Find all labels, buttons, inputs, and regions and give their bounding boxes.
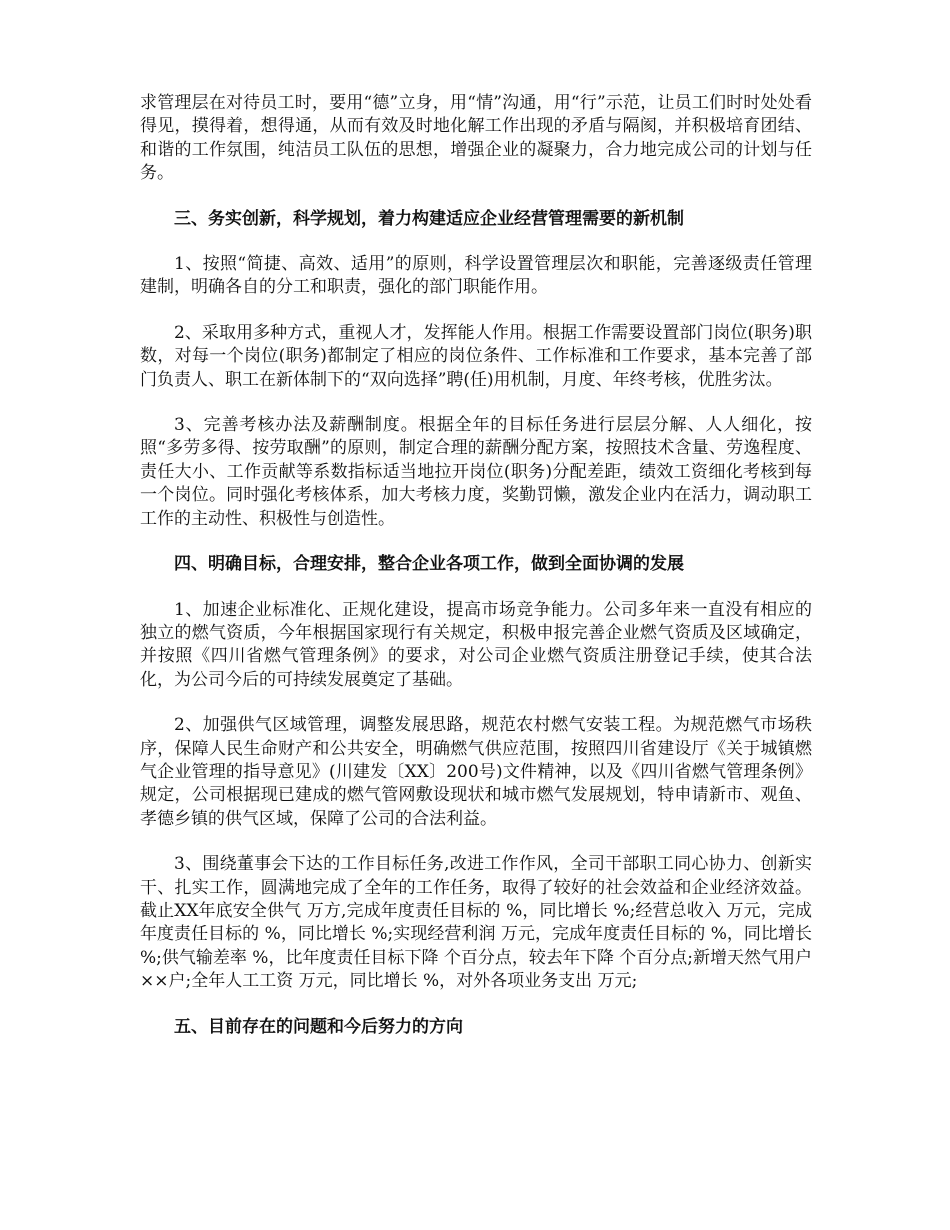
paragraph-3-2: 2、采取用多种方式，重视人才，发挥能人作用。根据工作需要设置部门岗位(职务)职数，对每一个岗位(职务)都制定了相应的岗位条件、工作标准和工作要求，基本完善了部门负责人、职工在新体制下的“双向选择”聘(任)用机制，月度、年终考核，优胜劣汰。 bbox=[140, 322, 812, 390]
section-heading-5: 五、目前存在的问题和今后努力的方向 bbox=[174, 1016, 463, 1037]
paragraph-4-1: 1、加速企业标准化、正规化建设，提高市场竞争能力。公司多年来一直没有相应的独立的燃气资质，今年根据国家现行有关规定，积极申报完善企业燃气资质及区域确定，并按照《四川省燃气管理条例》的要求，对公司企业燃气资质注册登记手续，使其合法化，为公司今后的可持续发展奠定了基础。 bbox=[140, 599, 812, 690]
paragraph-continued: 求管理层在对待员工时，要用“德”立身，用“情”沟通，用“行”示范，让员工们时时处处看得见，摸得着，想得通，从而有效及时地化解工作出现的矛盾与隔阂，并积极培育团结、和谐的工作氛围，纯洁员工队伍的思想，增强企业的凝聚力，合力地完成公司的计划与任务。 bbox=[140, 93, 812, 184]
section-heading-4: 四、明确目标，合理安排，整合企业各项工作，做到全面协调的发展 bbox=[174, 554, 684, 575]
document-body bbox=[140, 92, 812, 1061]
paragraph-4-3: 3、围绕董事会下达的工作目标任务,改进工作作风，全司干部职工同心协力、创新实干、扎实工作，圆满地完成了全年的工作任务，取得了较好的社会效益和企业经济效益。截止XX年底安全供气 万方,完成年度责任目标的 %，同比增长 %;经营总收入 万元，完成年度责任目标的 %，同比增长 %;实现经营利润 万元，完成年度责任目标的 %，同比增长 %;供气输差率 %，比年度责任目标下降 个百分点，较去年下降 个百分点;新增天然气用户××户;全年人工工资 万元，同比增长 %，对外各项业务支出 万元; bbox=[140, 854, 812, 992]
paragraph-3-1: 1、按照“简捷、高效、适用”的原则，科学设置管理层次和职能，完善逐级责任管理建制，明确各自的分工和职责，强化的部门职能作用。 bbox=[140, 254, 812, 298]
paragraph-4-2: 2、加强供气区域管理，调整发展思路，规范农村燃气安装工程。为规范燃气市场秩序，保障人民生命财产和公共安全，明确燃气供应范围，按照四川省建设厅《关于城镇燃气企业管理的指导意见》(川建发〔XX〕200号)文件精神，以及《四川省燃气管理条例》规定，公司根据现已建成的燃气管网敷设现状和城市燃气发展规划，特申请新市、观鱼、孝德乡镇的供气区域，保障了公司的合法利益。 bbox=[140, 715, 812, 829]
paragraph-3-3: 3、完善考核办法及薪酬制度。根据全年的目标任务进行层层分解、人人细化，按照“多劳多得、按劳取酬”的原则，制定合理的薪酬分配方案，按照技术含量、劳逸程度、责任大小、工作贡献等系数指标适当地拉开岗位(职务)分配差距，绩效工资细化考核到每一个岗位。同时强化考核体系，加大考核力度，奖勤罚懒，激发企业内在活力，调动职工工作的主动性、积极性与创造性。 bbox=[140, 415, 812, 529]
section-heading-3: 三、务实创新，科学规划，着力构建适应企业经营管理需要的新机制 bbox=[174, 208, 684, 229]
